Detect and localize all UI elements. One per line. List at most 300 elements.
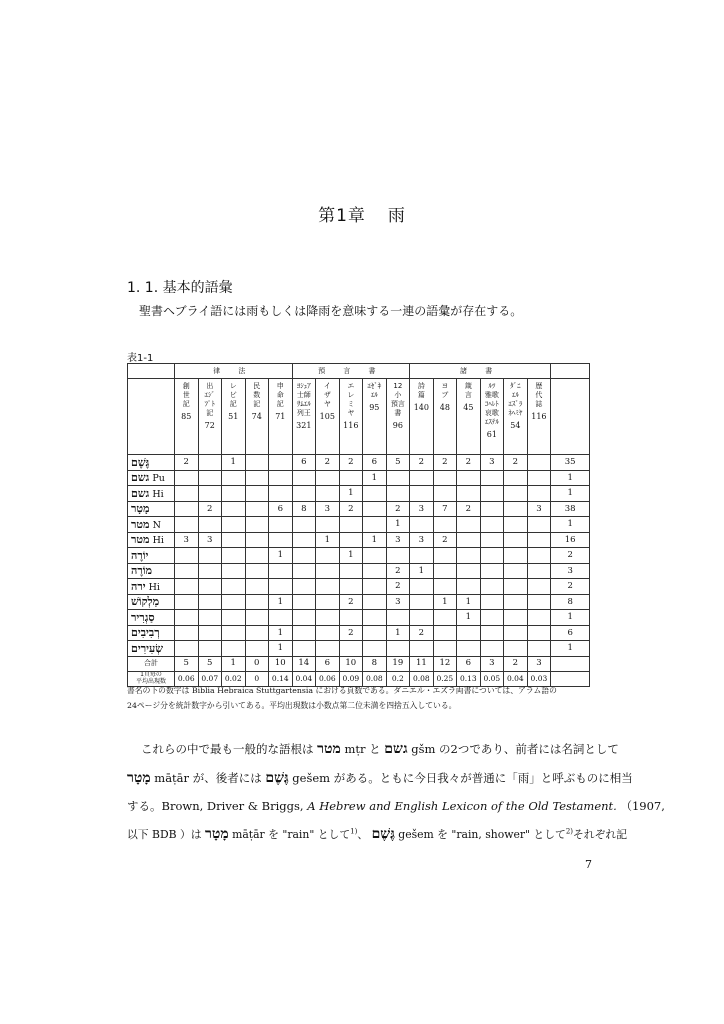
total-cell: 1	[222, 656, 246, 671]
count-cell	[175, 625, 199, 641]
table-row	[128, 486, 590, 502]
word-cell	[128, 548, 175, 564]
body-text: （1907,	[620, 799, 665, 813]
count-cell	[292, 548, 316, 564]
count-cell: 6	[269, 501, 293, 517]
word-cell	[128, 486, 175, 502]
total-cell: 5	[198, 656, 222, 671]
hebrew-word: רְבִיבִים	[131, 626, 160, 639]
count-cell	[316, 486, 340, 502]
count-cell	[175, 563, 199, 579]
total-cell: 3	[480, 656, 504, 671]
average-cell: 0	[245, 671, 269, 686]
count-cell	[222, 563, 246, 579]
average-cell: 0.03	[527, 671, 551, 686]
count-cell	[504, 517, 528, 533]
count-cell	[410, 470, 434, 486]
count-cell	[527, 548, 551, 564]
count-cell	[386, 470, 410, 486]
book-header	[198, 379, 222, 455]
page-number: 7	[585, 858, 592, 871]
body-text: それぞれ記	[573, 828, 627, 841]
count-cell	[527, 641, 551, 657]
count-cell	[198, 625, 222, 641]
row-total-cell: 3	[551, 563, 590, 579]
row-total-cell: 1	[551, 470, 590, 486]
count-cell	[480, 610, 504, 626]
total-cell: 6	[457, 656, 481, 671]
count-cell: 2	[457, 455, 481, 471]
count-cell	[527, 486, 551, 502]
book-name: 箴 言	[464, 382, 472, 399]
count-cell	[222, 594, 246, 610]
count-cell: 2	[386, 501, 410, 517]
count-cell: 2	[386, 563, 410, 579]
average-cell: 0.14	[269, 671, 293, 686]
book-title: A Hebrew and English Lexicon of the Old Testament.	[307, 799, 617, 813]
count-cell	[527, 532, 551, 548]
count-cell	[339, 517, 363, 533]
body-text: mṭr と	[344, 742, 381, 756]
count-cell	[222, 641, 246, 657]
count-cell: 1	[269, 625, 293, 641]
book-header	[433, 379, 457, 455]
hebrew-word: מָטָר	[131, 502, 150, 515]
count-cell	[527, 455, 551, 471]
count-cell	[316, 563, 340, 579]
footnote-ref[interactable]: 2)	[565, 827, 574, 836]
count-cell	[245, 532, 269, 548]
count-cell: 1	[269, 548, 293, 564]
count-cell: 1	[363, 470, 387, 486]
chapter-title	[0, 201, 724, 226]
count-cell	[433, 563, 457, 579]
count-cell	[245, 563, 269, 579]
count-cell	[292, 579, 316, 595]
group-header: 預 言 書	[292, 364, 410, 379]
count-cell	[410, 594, 434, 610]
word-cell	[128, 610, 175, 626]
count-cell: 1	[339, 548, 363, 564]
count-cell	[386, 548, 410, 564]
average-cell: 0.06	[316, 671, 340, 686]
count-cell	[457, 625, 481, 641]
total-cell: 11	[410, 656, 434, 671]
count-cell: 2	[433, 455, 457, 471]
total-cell: 10	[339, 656, 363, 671]
hebrew-word: ירה	[131, 579, 146, 593]
count-cell	[410, 486, 434, 502]
table-row	[128, 501, 590, 517]
count-cell	[504, 532, 528, 548]
book-pages: 51	[228, 412, 239, 421]
book-header	[222, 379, 246, 455]
count-cell	[504, 641, 528, 657]
count-cell	[245, 486, 269, 502]
book-pages: 48	[439, 403, 450, 412]
count-cell	[292, 641, 316, 657]
hebrew-word: גֶּשֶׁם	[371, 826, 395, 842]
count-cell: 3	[410, 501, 434, 517]
count-cell	[457, 517, 481, 533]
table-row	[128, 579, 590, 595]
count-cell	[410, 579, 434, 595]
chapter-number: 第1章	[318, 206, 366, 226]
count-cell	[433, 548, 457, 564]
count-cell	[386, 610, 410, 626]
count-cell	[316, 610, 340, 626]
count-cell	[198, 548, 222, 564]
row-total-cell: 16	[551, 532, 590, 548]
hebrew-word: מטר	[317, 741, 341, 757]
body-text: māṭār を "rain" として	[232, 828, 351, 841]
chapter-subject: 雨	[387, 206, 406, 226]
row-total-cell: 8	[551, 594, 590, 610]
count-cell	[433, 625, 457, 641]
corner-cell	[128, 379, 175, 455]
book-header	[269, 379, 293, 455]
average-cell: 0.06	[175, 671, 199, 686]
totals-label: 合計	[144, 659, 158, 668]
word-cell	[128, 625, 175, 641]
count-cell	[410, 517, 434, 533]
count-cell	[269, 579, 293, 595]
book-header	[292, 379, 316, 455]
stem-label: N	[149, 519, 161, 531]
count-cell	[175, 517, 199, 533]
body-line-2	[127, 770, 633, 787]
table-row	[128, 532, 590, 548]
total-cell: 12	[433, 656, 457, 671]
count-cell	[504, 594, 528, 610]
hebrew-word: גשם	[131, 471, 150, 484]
body-text: gešem がある。ともに今日我々が普通に「雨」と呼ぶものに相当	[292, 771, 633, 785]
intro-paragraph: 聖書ヘブライ語には雨もしくは降雨を意味する一連の語彙が存在する。	[139, 304, 523, 318]
count-cell	[198, 470, 222, 486]
count-cell	[198, 517, 222, 533]
count-cell	[363, 517, 387, 533]
total-header-cell	[551, 379, 590, 455]
totals-row	[128, 656, 590, 671]
book-name: エ レ ミ ヤ	[347, 382, 355, 417]
averages-label-cell	[128, 671, 175, 686]
average-cell: 0.04	[292, 671, 316, 686]
total-cell: 10	[269, 656, 293, 671]
count-cell	[198, 563, 222, 579]
count-cell	[269, 486, 293, 502]
averages-label: 1頁毎の 平均出現数	[135, 671, 166, 685]
count-cell: 2	[316, 455, 340, 471]
count-cell: 2	[339, 501, 363, 517]
count-cell	[292, 594, 316, 610]
count-cell	[269, 563, 293, 579]
count-cell: 2	[386, 579, 410, 595]
count-cell	[175, 486, 199, 502]
book-name: レ ビ 記	[229, 382, 237, 408]
count-cell	[480, 594, 504, 610]
word-cell	[128, 641, 175, 657]
count-cell	[339, 610, 363, 626]
book-name: 申 命 記	[276, 382, 284, 408]
book-header	[504, 379, 528, 455]
footnote-ref[interactable]: 1)	[350, 827, 358, 836]
book-name: イ ザ ヤ	[323, 382, 331, 408]
body-text: 、	[357, 828, 369, 841]
count-cell	[457, 470, 481, 486]
book-header	[386, 379, 410, 455]
corner-cell	[128, 364, 175, 379]
book-header	[410, 379, 434, 455]
count-cell	[504, 610, 528, 626]
count-cell	[433, 579, 457, 595]
hebrew-word: מטר	[131, 517, 150, 531]
book-header	[363, 379, 387, 455]
row-total-cell: 1	[551, 641, 590, 657]
book-name: 創 世 記	[182, 382, 190, 408]
count-cell	[316, 594, 340, 610]
count-cell	[222, 486, 246, 502]
book-name: ｴｾﾞｷ ｴﾙ	[367, 382, 382, 399]
book-header	[316, 379, 340, 455]
count-cell	[222, 548, 246, 564]
count-cell: 1	[363, 532, 387, 548]
stem-label: Hi	[149, 488, 164, 500]
count-cell: 3	[175, 532, 199, 548]
count-cell: 3	[410, 532, 434, 548]
book-name: 出 ｴｼﾞ ﾌﾟﾄ 記	[204, 382, 215, 417]
book-header-row	[128, 379, 590, 455]
count-cell: 6	[292, 455, 316, 471]
count-cell	[457, 486, 481, 502]
count-cell	[457, 563, 481, 579]
count-cell: 1	[386, 625, 410, 641]
book-name: ﾖｼｭｱ 士師 ｻﾑｴﾙ 列王	[296, 382, 311, 417]
row-total-cell: 2	[551, 548, 590, 564]
count-cell	[480, 501, 504, 517]
row-total-cell: 35	[551, 455, 590, 471]
count-cell	[198, 455, 222, 471]
count-cell: 3	[480, 455, 504, 471]
average-cell: 0.07	[198, 671, 222, 686]
word-cell	[128, 563, 175, 579]
book-pages: 71	[275, 412, 286, 421]
count-cell: 1	[410, 563, 434, 579]
count-cell	[269, 470, 293, 486]
count-cell: 3	[386, 594, 410, 610]
book-name: 詩 篇	[417, 382, 425, 399]
section-title: 1. 1. 基本的語彙	[127, 280, 233, 296]
word-cell	[128, 579, 175, 595]
count-cell	[457, 641, 481, 657]
book-header	[480, 379, 504, 455]
hebrew-word: מָטָר	[127, 770, 151, 786]
count-cell	[457, 579, 481, 595]
count-cell	[480, 517, 504, 533]
total-cell: 5	[175, 656, 199, 671]
count-cell	[316, 517, 340, 533]
count-cell	[363, 486, 387, 502]
count-cell	[339, 470, 363, 486]
count-cell: 1	[339, 486, 363, 502]
count-cell	[527, 610, 551, 626]
count-cell	[222, 501, 246, 517]
book-name: ﾙﾂ 雅歌 ｺﾍﾚﾄ 哀歌 ｴｽﾃﾙ	[484, 382, 499, 426]
count-cell: 7	[433, 501, 457, 517]
count-cell: 1	[457, 610, 481, 626]
empty-cell	[551, 656, 590, 671]
count-cell	[504, 563, 528, 579]
body-text: する。Brown, Driver & Briggs,	[127, 799, 304, 813]
count-cell: 2	[410, 455, 434, 471]
count-cell	[269, 455, 293, 471]
group-header: 律 法	[175, 364, 293, 379]
body-text: これらの中で最も一般的な語根は	[141, 742, 314, 756]
book-pages: 96	[392, 421, 403, 430]
count-cell	[292, 610, 316, 626]
table-row	[128, 470, 590, 486]
count-cell	[269, 610, 293, 626]
total-header-cell	[551, 364, 590, 379]
total-cell: 3	[527, 656, 551, 671]
count-cell: 1	[269, 641, 293, 657]
count-cell	[198, 486, 222, 502]
count-cell: 5	[386, 455, 410, 471]
count-cell	[292, 532, 316, 548]
group-header: 諸 書	[410, 364, 551, 379]
book-pages: 74	[251, 412, 262, 421]
count-cell	[245, 625, 269, 641]
row-total-cell: 1	[551, 486, 590, 502]
count-cell	[222, 610, 246, 626]
table-note-line-2: 24ページ分を統計数字から引いてある。平均出現数は小数点第二位未満を四捨五入している。	[127, 701, 457, 710]
count-cell: 1	[316, 532, 340, 548]
count-cell	[527, 625, 551, 641]
hebrew-word: מָטָר	[205, 826, 229, 842]
count-cell	[363, 579, 387, 595]
average-cell: 0.2	[386, 671, 410, 686]
hebrew-word: גֶּשֶׁם	[131, 455, 150, 469]
count-cell	[198, 579, 222, 595]
average-cell: 0.25	[433, 671, 457, 686]
stem-label: Pu	[149, 473, 165, 484]
count-cell	[339, 532, 363, 548]
count-cell: 2	[339, 455, 363, 471]
count-cell	[504, 625, 528, 641]
book-pages: 54	[510, 421, 521, 430]
count-cell	[480, 548, 504, 564]
count-cell: 1	[433, 594, 457, 610]
count-cell	[457, 532, 481, 548]
group-header-row	[128, 364, 590, 379]
word-cell	[128, 532, 175, 548]
average-cell: 0.08	[363, 671, 387, 686]
count-cell	[504, 486, 528, 502]
average-cell: 0.04	[504, 671, 528, 686]
count-cell	[245, 517, 269, 533]
total-cell: 6	[316, 656, 340, 671]
total-cell: 19	[386, 656, 410, 671]
count-cell: 6	[363, 455, 387, 471]
row-total-cell: 1	[551, 517, 590, 533]
count-cell	[363, 548, 387, 564]
count-cell: 2	[433, 532, 457, 548]
count-cell: 1	[222, 455, 246, 471]
hebrew-word: גשם	[384, 741, 408, 757]
word-cell	[128, 470, 175, 486]
table-caption: 表1-1	[127, 353, 154, 364]
row-total-cell: 1	[551, 610, 590, 626]
count-cell	[245, 610, 269, 626]
count-cell	[245, 455, 269, 471]
count-cell	[175, 548, 199, 564]
body-text: māṭār が、後者には	[154, 771, 262, 785]
word-cell	[128, 501, 175, 517]
count-cell	[480, 579, 504, 595]
count-cell	[410, 610, 434, 626]
count-cell: 3	[527, 501, 551, 517]
count-cell	[292, 486, 316, 502]
count-cell	[198, 641, 222, 657]
stem-label: Hi	[145, 581, 160, 593]
count-cell	[527, 579, 551, 595]
count-cell	[292, 625, 316, 641]
hebrew-word: מטר	[131, 533, 150, 546]
table-row	[128, 641, 590, 657]
totals-label-cell	[128, 656, 175, 671]
count-cell	[292, 563, 316, 579]
count-cell	[363, 501, 387, 517]
count-cell	[527, 470, 551, 486]
count-cell: 1	[457, 594, 481, 610]
empty-cell	[551, 671, 590, 686]
book-name: ヨ ブ	[441, 382, 449, 399]
count-cell	[175, 579, 199, 595]
count-cell	[527, 517, 551, 533]
book-pages: 85	[181, 412, 192, 421]
book-name: ﾀﾞﾆ ｴﾙ ｴｽﾞﾗ ﾈﾍﾐﾔ	[508, 382, 523, 417]
count-cell	[480, 486, 504, 502]
count-cell: 3	[316, 501, 340, 517]
word-cell	[128, 517, 175, 533]
hebrew-word: סַגְרִיר	[131, 610, 155, 624]
book-pages: 321	[296, 421, 312, 430]
average-cell: 0.13	[457, 671, 481, 686]
count-cell	[433, 610, 457, 626]
count-cell	[175, 501, 199, 517]
word-cell	[128, 594, 175, 610]
total-cell: 14	[292, 656, 316, 671]
average-cell: 0.09	[339, 671, 363, 686]
hebrew-word: גֶּשֶׁם	[265, 770, 289, 786]
book-name: 民 数 記	[253, 382, 261, 408]
average-cell: 0.08	[410, 671, 434, 686]
count-cell	[222, 625, 246, 641]
book-header	[527, 379, 551, 455]
count-cell: 3	[386, 532, 410, 548]
count-cell: 2	[339, 594, 363, 610]
count-cell	[292, 470, 316, 486]
count-cell	[245, 548, 269, 564]
book-pages: 61	[486, 430, 497, 439]
book-pages: 140	[413, 403, 429, 412]
count-cell	[269, 517, 293, 533]
row-total-cell: 6	[551, 625, 590, 641]
count-cell	[527, 594, 551, 610]
count-cell	[245, 501, 269, 517]
count-cell	[504, 501, 528, 517]
count-cell	[386, 641, 410, 657]
book-pages: 105	[319, 412, 335, 421]
